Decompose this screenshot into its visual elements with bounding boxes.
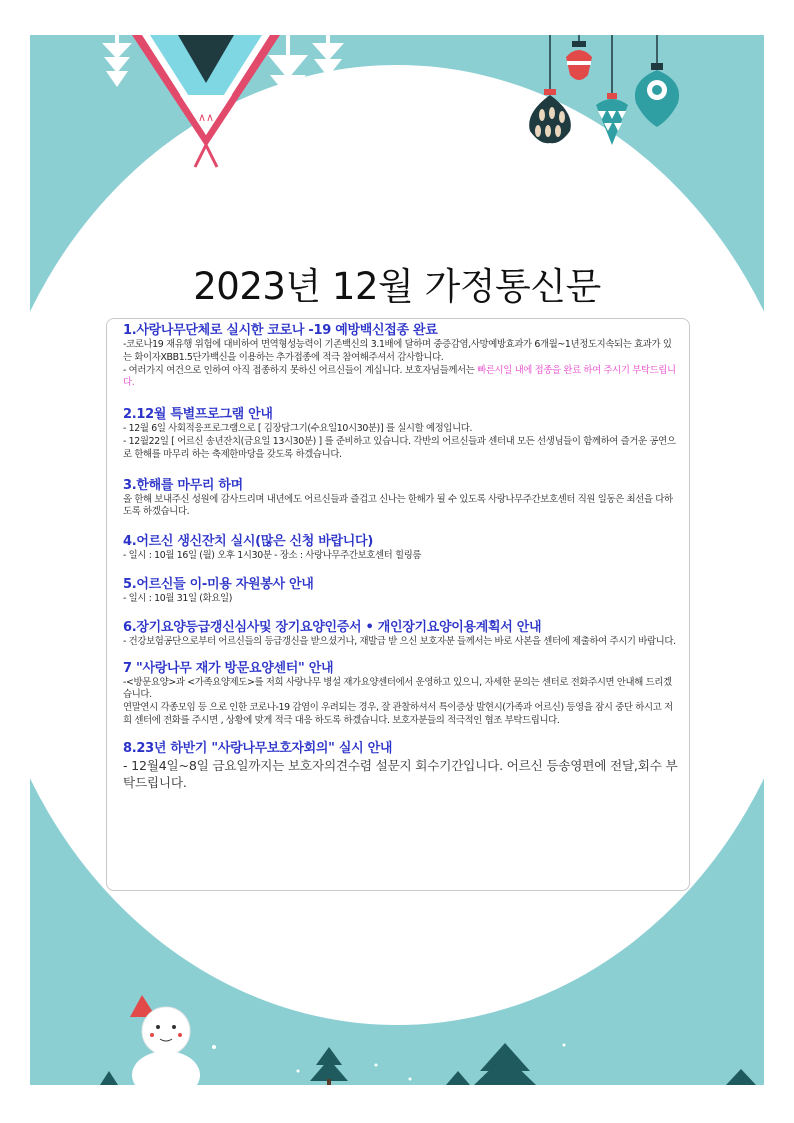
section-special-program: [123, 407, 679, 461]
section-vaccination: [123, 323, 679, 390]
section-long-term-care: [123, 620, 679, 649]
section-body: - 건강보험공단으로부터 어르신들의 등급갱신을 받으셨거나, 재발급 받 으신 보호자분 들께서는 바로 사본을 센터에 제출하여 주시기 바랍니다.: [123, 635, 676, 647]
section-heading: 5.어르신들 이-미용 자원봉사 안내: [123, 576, 314, 592]
section-heading: 6.장기요양등급갱신심사및 장기요양인증서 • 개인장기요양이용계획서 안내: [123, 619, 542, 635]
section-body-note: 연말연시 각종모임 등 으로 인한 코로나-19 감염이 우려되는 경우, 잘 관찰하셔서 특이증상 발현시(가족과 어르신) 등영을 잠시 중단 하시고 저희 센터에 전화를 주시면 , 상황에 맞게 적극 대응 하도록 하겠습니다. 보호자분들의 적극적인 협조 부탁드립니다.: [123, 702, 673, 726]
ornament-icon: [529, 35, 679, 145]
section-body-note: - 여러가지 여건으로 인하여 아직 접종하지 못하신 어르신들이 계십니다. 보호자님들께서는 빠른시일 내에 접종을 완료 하여 주시기 부탁드립니다.: [123, 364, 676, 389]
section-heading: 3.한해를 마무리 하며: [123, 477, 243, 493]
section-body: - 일시 : 10월 31일 (화요일): [123, 592, 233, 604]
section-heading: 1.사랑나무단체로 실시한 코로나 -19 예방백신접종 완료: [123, 323, 438, 338]
highlight-text: 빠른시일 내에 접종을 완료 하여 주시기 부탁드립니다.: [123, 364, 676, 389]
section-year-end: [123, 478, 679, 520]
section-heading: 7 "사랑나무 재가 방문요양센터" 안내: [123, 660, 334, 676]
section-body: -<방문요양>과 <가족요양제도>를 저희 사랑나무 병설 재가요양센터에서 운영하고 있으니, 자세한 문의는 센터로 전화주시면 안내해 드리겠습니다.: [123, 676, 672, 701]
section-body: - 12월4일~8일 금요일까지는 보호자의견수렴 설문지 회수기간입니다. 어르신 등송영편에 전달,회수 부탁드립니다.: [123, 757, 678, 790]
section-heading: 2.12월 특별프로그램 안내: [123, 407, 273, 423]
section-body: - 12월 6일 사회적응프로그램으로 [ 김장담그기(수요일10시30분)] 를 실시할 예정입니다.: [123, 423, 473, 435]
section-body: -코로나19 재유행 위험에 대비하여 면역형성능력이 기존백신의 3.1배에 달하며 중증감염,사망예방효과가 6개월~1년정도지속되는 효과가 있는 화이자XBB1.5단가백신을 이용하는 추가접종에 적극 참여해주셔서 감사합니다.: [123, 339, 672, 363]
section-birthday: [123, 534, 679, 563]
section-haircut: [123, 577, 679, 606]
tree-icon: [132, 35, 280, 167]
page-title: 2023년 12월 가정통신문: [193, 265, 601, 308]
section-body: 올 한해 보내주신 성원에 감사드리며 내년에도 어르신들과 즐겁고 신나는 한해가 될 수 있도록 사랑나무주간보호센터 직원 일동은 최선을 다하도록 하겠습니다.: [123, 493, 673, 518]
section-body: - 일시 : 10월 16일 (월) 오후 1시30분 - 장소 : 사랑나무주간보호센터 힐링룸: [123, 550, 422, 562]
snowman-icon: [130, 995, 200, 1085]
notice-box: [106, 318, 690, 891]
svg-text:∧∧: ∧∧: [198, 111, 215, 124]
section-heading: 4.어르신 생신잔치 실시(많은 신청 바랍니다): [123, 534, 373, 550]
section-heading: 8.23년 하반기 "사랑나무보호자회의" 실시 안내: [123, 740, 393, 756]
section-home-care: [123, 661, 679, 728]
section-guardian-meeting: [123, 741, 679, 791]
section-body-note: - 12월22일 [ 어르신 송년잔치(금요일 13시30분) ] 를 준비하고 있습니다. 각반의 어르신들과 센터내 모든 선생님들이 함께하여 즐거운 공연으로 한해를 마무리 하는 축제한마당을 갖도록 하겠습니다.: [123, 435, 676, 460]
